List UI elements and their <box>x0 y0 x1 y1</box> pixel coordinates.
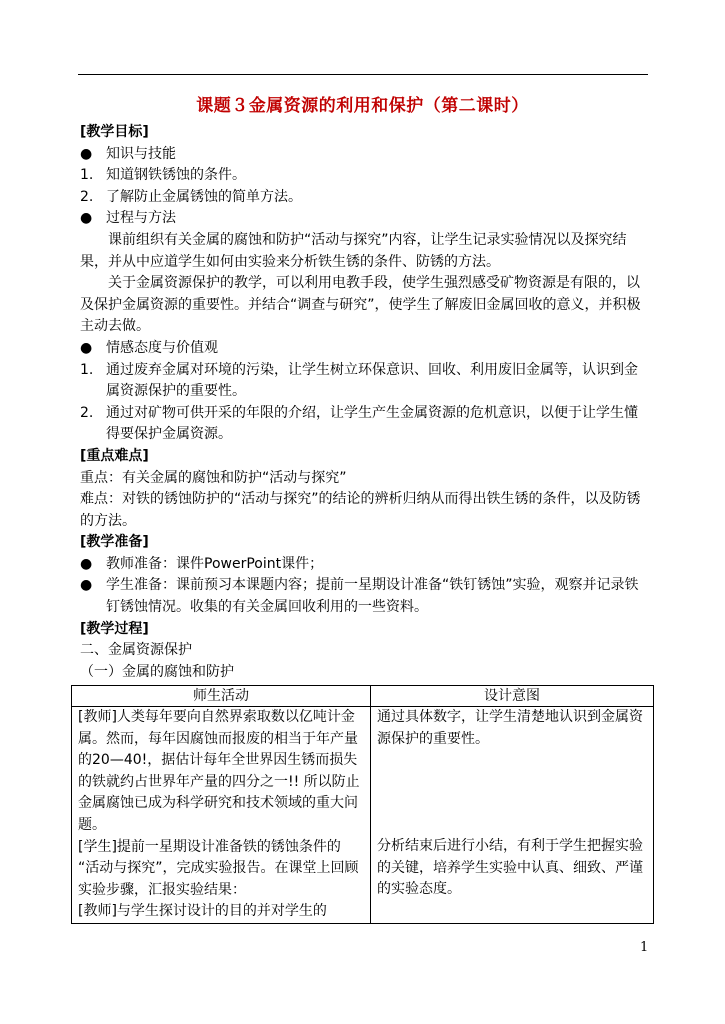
activity-cell <box>72 707 371 924</box>
prep-heading: [教学准备] <box>80 534 149 551</box>
table-row <box>72 707 654 924</box>
knowledge-item: 1. 知道钢铁锈蚀的条件。 <box>80 167 246 184</box>
intent-paragraph: 分析结束后进行小结，有利于学生把握实验的关键，培养学生实验中认真、细致、严谨的实验态度。 <box>377 838 643 898</box>
teacher-paragraph: [教师]人类每年要向自然界索取数以亿吨计金属。然而，每年因腐蚀而报废的相当于年产量的20—40!，据估计每年全世界因生锈而损失的铁就约占世界年产量的四分之一!! 所以防止金属腐蚀已成为科学研究和技术领域的重大问题。 <box>78 709 360 833</box>
prep-item: ● 学生准备：课前预习本课题内容；提前一星期设计准备“铁钉锈蚀”实验，观察并记录铁钉锈蚀情况。收集的有关金属回收利用的一些资料。 <box>80 577 639 616</box>
bullet-icon: ● <box>80 145 93 162</box>
document-body <box>80 122 650 683</box>
bullet-icon: ● <box>80 555 93 572</box>
table-header-intent: 设计意图 <box>371 686 654 707</box>
sub-title: （一）金属的腐蚀和防护 <box>80 663 234 680</box>
emotion-item: 2. 通过对矿物可供开采的年限的介绍，让学生产生金属资源的危机意识，以便于让学生懂得要保护金属资源。 <box>80 404 638 443</box>
page-title: 课题３金属资源的利用和保护（第二课时） <box>196 96 529 116</box>
process2-heading: [教学过程] <box>80 620 149 637</box>
page-number: 1 <box>640 940 649 955</box>
process-heading: ● 过程与方法 <box>80 208 650 230</box>
knowledge-item: 2. 了解防止金属锈蚀的简单方法。 <box>80 188 302 205</box>
part-title: 二、金属资源保护 <box>80 642 192 659</box>
emotion-heading: ● 情感态度与价值观 <box>80 338 650 360</box>
objectives-heading: [教学目标] <box>80 124 149 140</box>
header-rule <box>78 74 648 75</box>
process-paragraph: 课前组织有关金属的腐蚀和防护“活动与探究”内容，让学生记录实验情况以及探究结果，并从中应道学生如何由实验来分析铁生锈的条件、防锈的方法。 <box>80 231 627 270</box>
intent-paragraph: 通过具体数字，让学生清楚地认识到金属资源保护的重要性。 <box>377 709 643 747</box>
table-header-activity: 师生活动 <box>72 686 371 707</box>
intent-spacer <box>377 750 647 836</box>
bullet-icon: ● <box>80 577 93 594</box>
bullet-icon: ● <box>80 339 93 356</box>
bullet-icon: ● <box>80 210 93 227</box>
table-header-row <box>72 686 654 707</box>
prep-item: ● 教师准备：课件PowerPoint课件； <box>80 554 650 576</box>
difficult-point: 难点：对铁的锈蚀防护的“活动与探究”的结论的辨析归纳从而得出铁生锈的条件，以及防锈的方法。 <box>80 491 641 529</box>
student-paragraph: [学生]提前一星期设计准备铁的锈蚀条件的 “活动与探究”，完成实验报告。在课堂上回顾实验步骤，汇报实验结果： <box>78 838 359 898</box>
intent-cell <box>371 707 654 924</box>
teacher-paragraph: [教师]与学生探讨设计的目的并对学生的 <box>78 903 327 920</box>
key-point: 重点：有关金属的腐蚀和防护“活动与探究” <box>80 469 347 486</box>
key-heading: [重点难点] <box>80 447 149 464</box>
knowledge-heading: ● 知识与技能 <box>80 144 650 166</box>
process-paragraph: 关于金属资源保护的教学，可以利用电教手段，使学生强烈感受矿物资源是有限的，以及保护金属资源的重要性。并结合“调查与研究”，使学生了解废旧金属回收的意义，并积极主动去做。 <box>80 275 641 335</box>
activity-table <box>71 685 654 924</box>
emotion-item: 1. 通过废弃金属对环境的污染，让学生树立环保意识、回收、利用废旧金属等，认识到金属资源保护的重要性。 <box>80 361 638 400</box>
